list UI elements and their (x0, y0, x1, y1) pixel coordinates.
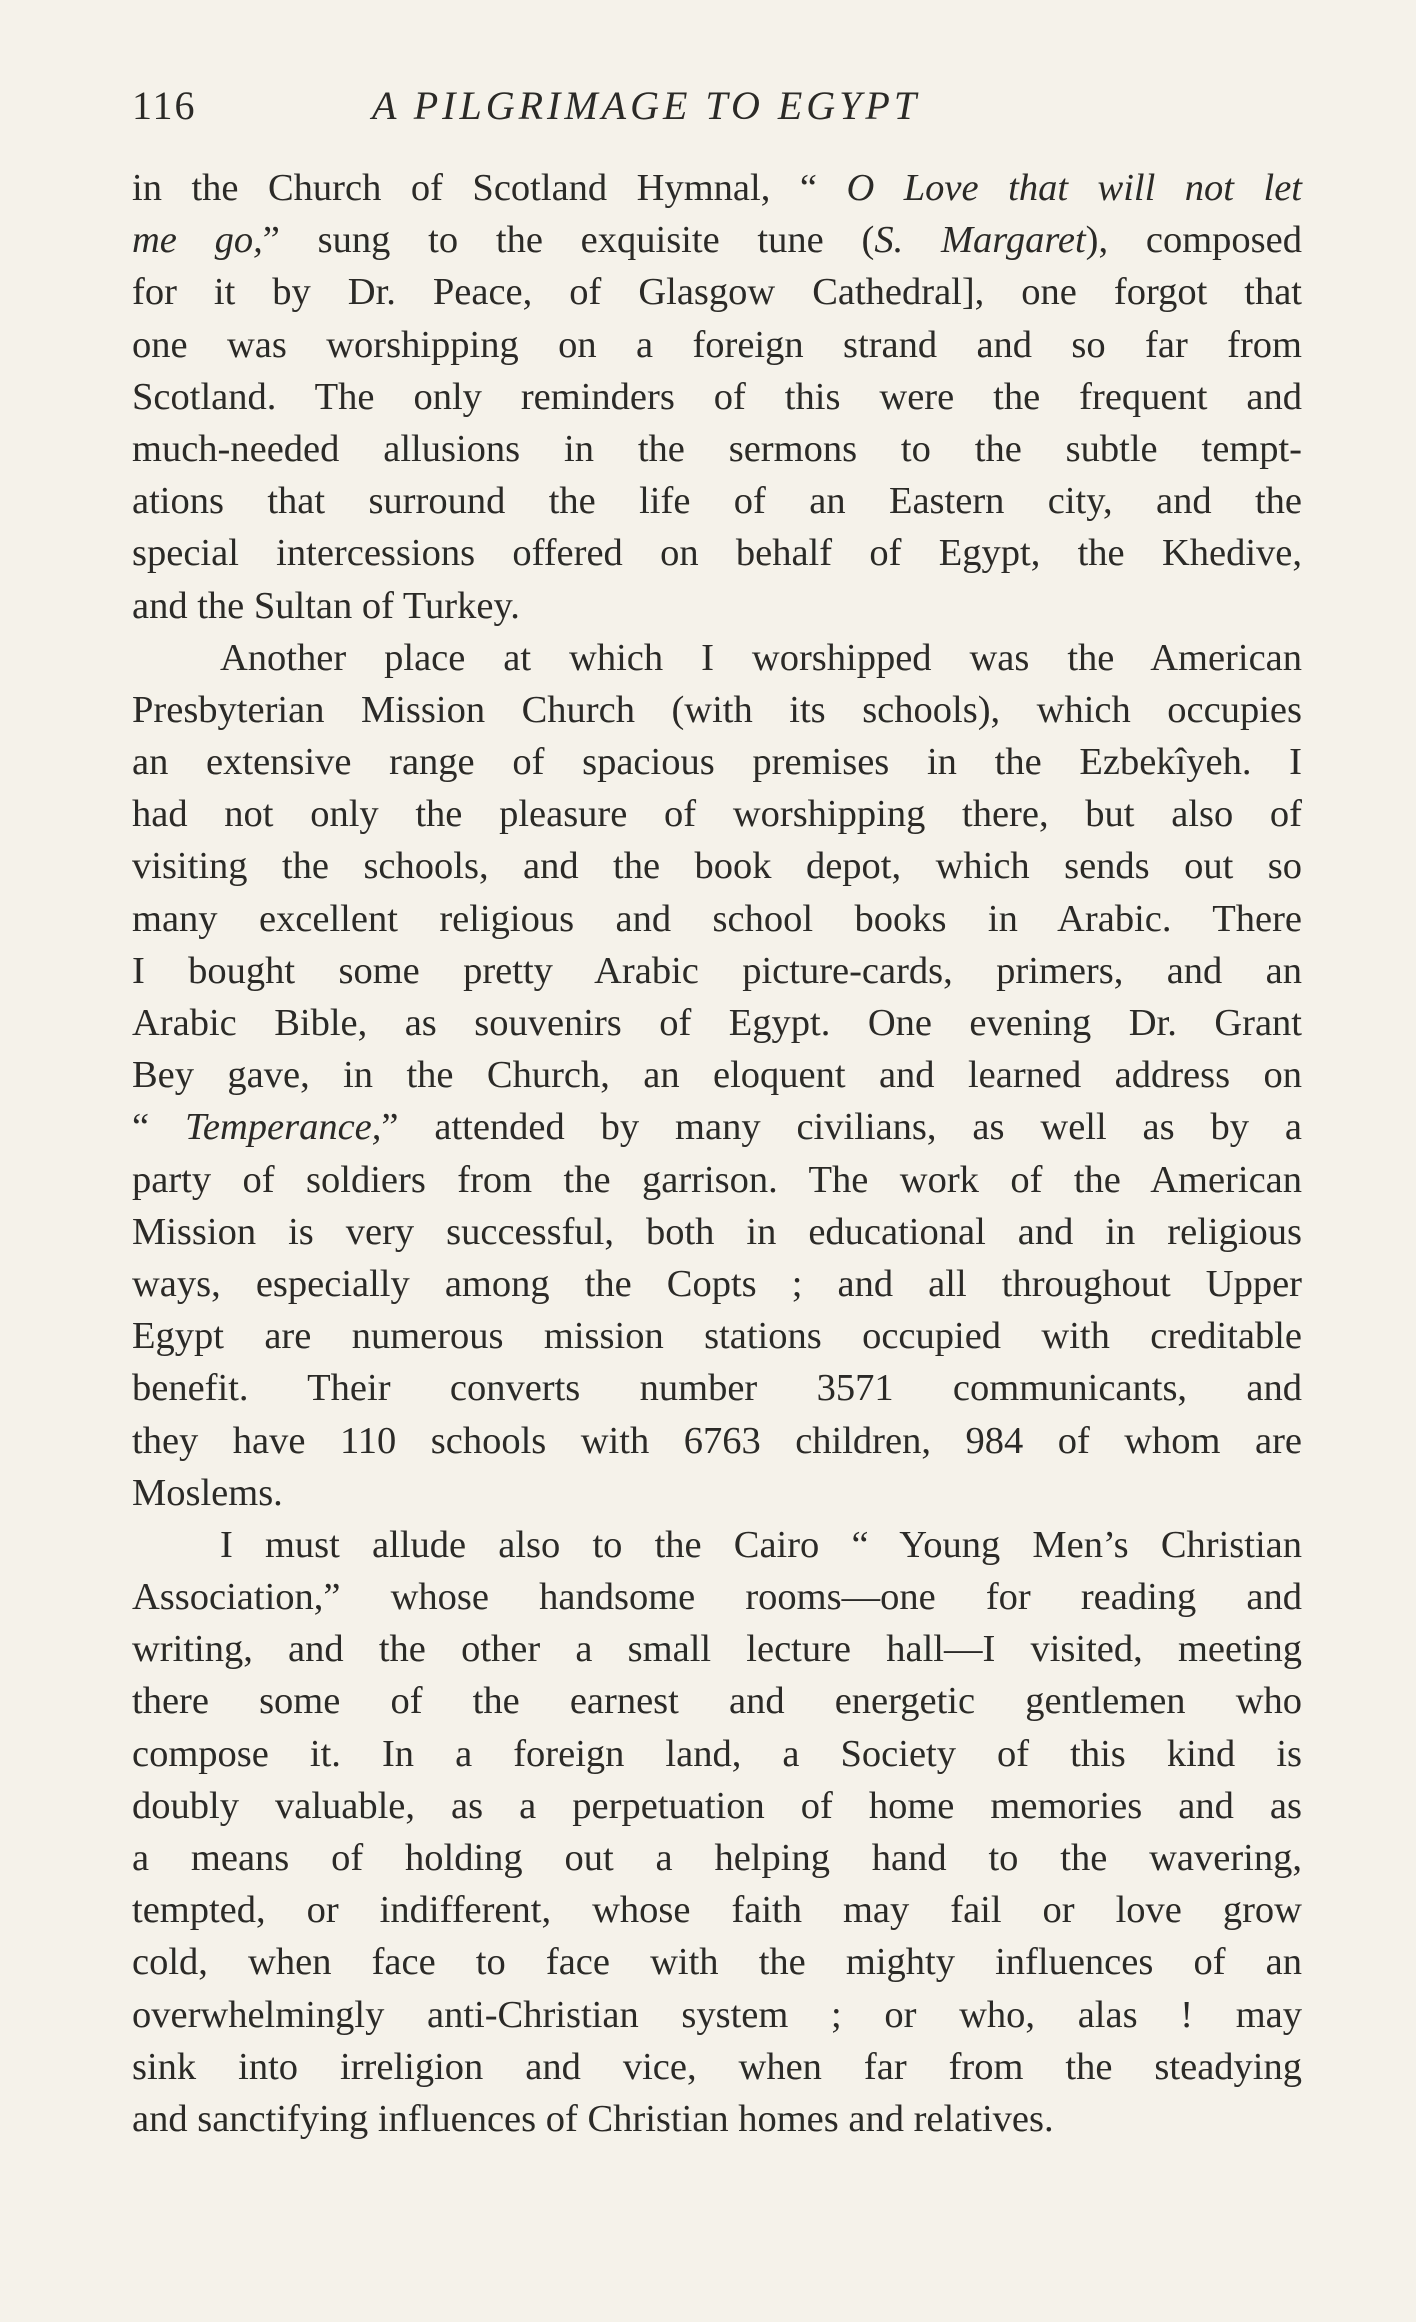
text-run: Another place at which I worshipped was the American (220, 636, 1302, 679)
text-run: special intercessions offered on behalf of Egypt, the Khedive, (132, 532, 1302, 575)
text-line (132, 475, 1302, 527)
text-line (132, 840, 1302, 892)
italic-text: S. Margaret (874, 219, 1086, 262)
text-line (132, 1728, 1302, 1780)
text-run: overwhelmingly anti-Christian system ; or who, alas ! may (132, 1993, 1302, 2036)
text-line (132, 1832, 1302, 1884)
text-line (132, 1362, 1302, 1414)
text-run: for it by Dr. Peace, of Glasgow Cathedral], one forgot that (132, 271, 1302, 314)
text-line (132, 1936, 1302, 1988)
paragraph (132, 162, 1302, 632)
text-line (132, 1623, 1302, 1675)
text-run: doubly valuable, as a perpetuation of home memories and as (132, 1784, 1302, 1827)
text-line (132, 684, 1302, 736)
text-run: party of soldiers from the garrison. The work of the American (132, 1158, 1302, 1201)
text-line (132, 423, 1302, 475)
text-line (132, 1884, 1302, 1936)
text-run: they have 110 schools with 6763 children, 984 of whom are (132, 1419, 1302, 1462)
text-line (132, 1675, 1302, 1727)
text-run: cold, when face to face with the mighty influences of an (132, 1941, 1302, 1984)
text-run: ways, especially among the Copts ; and all throughout Upper (132, 1262, 1302, 1305)
text-run: Arabic Bible, as souvenirs of Egypt. One evening Dr. Grant (132, 1002, 1302, 1044)
text-run: ), composed (1085, 219, 1302, 262)
text-run: ” attended by many civilians, as well as by a (381, 1106, 1302, 1149)
text-run: tempted, or indifferent, whose faith may fail or love grow (132, 1889, 1302, 1932)
text-run: compose it. In a foreign land, a Society of this kind is (132, 1732, 1302, 1775)
text-line (132, 997, 1302, 1049)
text-run: and sanctifying influences of Christian homes and relatives. (132, 2097, 1054, 2140)
text-line (132, 1989, 1302, 2041)
text-line (132, 1467, 1302, 1519)
text-line (132, 580, 1302, 632)
text-line (132, 266, 1302, 318)
text-line (132, 214, 1302, 266)
italic-text: O Love that will not let (846, 167, 1302, 209)
body-text (132, 162, 1302, 2145)
text-run: Presbyterian Mission Church (with its schools), which occupies (132, 688, 1302, 731)
text-line (132, 632, 1302, 684)
text-line (132, 1258, 1302, 1310)
text-run: sink into irreligion and vice, when far from the steadying (132, 2045, 1302, 2088)
text-line (132, 788, 1302, 840)
text-line (132, 319, 1302, 371)
text-run: benefit. Their converts number 3571 communicants, and (132, 1367, 1302, 1410)
text-run: Egypt are numerous mission stations occupied with creditable (132, 1315, 1302, 1358)
text-run: Association,” whose handsome rooms—one for reading and (132, 1576, 1302, 1619)
text-run: in the Church of Scotland Hymnal, “ (132, 167, 847, 209)
text-run: ations that surround the life of an Eastern city, and the (132, 480, 1302, 523)
text-run: much-needed allusions in the sermons to the subtle tempt- (132, 427, 1302, 470)
text-line (132, 1415, 1302, 1467)
text-line (132, 2093, 1302, 2145)
text-line (132, 1519, 1302, 1571)
text-run: there some of the earnest and energetic gentlemen who (132, 1680, 1302, 1723)
text-run: many excellent religious and school books in Arabic. There (132, 897, 1302, 940)
text-run: an extensive range of spacious premises in the Ezbekîyeh. I (132, 741, 1302, 784)
text-line (132, 2041, 1302, 2093)
paragraph (132, 632, 1302, 1519)
text-line (132, 1310, 1302, 1362)
text-line (132, 1206, 1302, 1258)
text-run: had not only the pleasure of worshipping there, but also of (132, 793, 1302, 836)
text-line (132, 1049, 1302, 1101)
text-line (132, 162, 1302, 214)
paragraph (132, 1519, 1302, 2145)
text-run: a means of holding out a helping hand to the wavering, (132, 1837, 1302, 1879)
text-line (132, 1571, 1302, 1623)
text-run: Bey gave, in the Church, an eloquent and learned address on (132, 1054, 1302, 1097)
text-run: ” sung to the exquisite tune ( (262, 219, 875, 262)
text-run: Mission is very successful, both in educational and in religious (132, 1210, 1302, 1253)
text-run: Moslems. (132, 1471, 283, 1514)
text-run: I must allude also to the Cairo “ Young Men’s Christian (220, 1523, 1302, 1566)
page-number: 116 (132, 83, 197, 128)
italic-text: Temperance, (184, 1106, 382, 1149)
text-run: and the Sultan of Turkey. (132, 584, 520, 627)
text-run: “ (132, 1106, 185, 1149)
text-run: I bought some pretty Arabic picture-cards, primers, and an (132, 949, 1302, 992)
running-title: A PILGRIMAGE TO EGYPT (372, 83, 921, 128)
text-line (132, 371, 1302, 423)
text-run: visiting the schools, and the book depot, which sends out so (132, 845, 1302, 888)
text-line (132, 1154, 1302, 1206)
text-line (132, 945, 1302, 997)
text-run: one was worshipping on a foreign strand and so far from (132, 323, 1302, 366)
running-head (132, 82, 1302, 142)
text-line (132, 527, 1302, 579)
text-line (132, 736, 1302, 788)
text-run: writing, and the other a small lecture hall—I visited, meeting (132, 1628, 1302, 1671)
italic-text: me go, (132, 219, 263, 262)
text-line (132, 1780, 1302, 1832)
text-run: Scotland. The only reminders of this were the frequent and (132, 375, 1302, 418)
text-line (132, 893, 1302, 945)
text-line (132, 1101, 1302, 1153)
